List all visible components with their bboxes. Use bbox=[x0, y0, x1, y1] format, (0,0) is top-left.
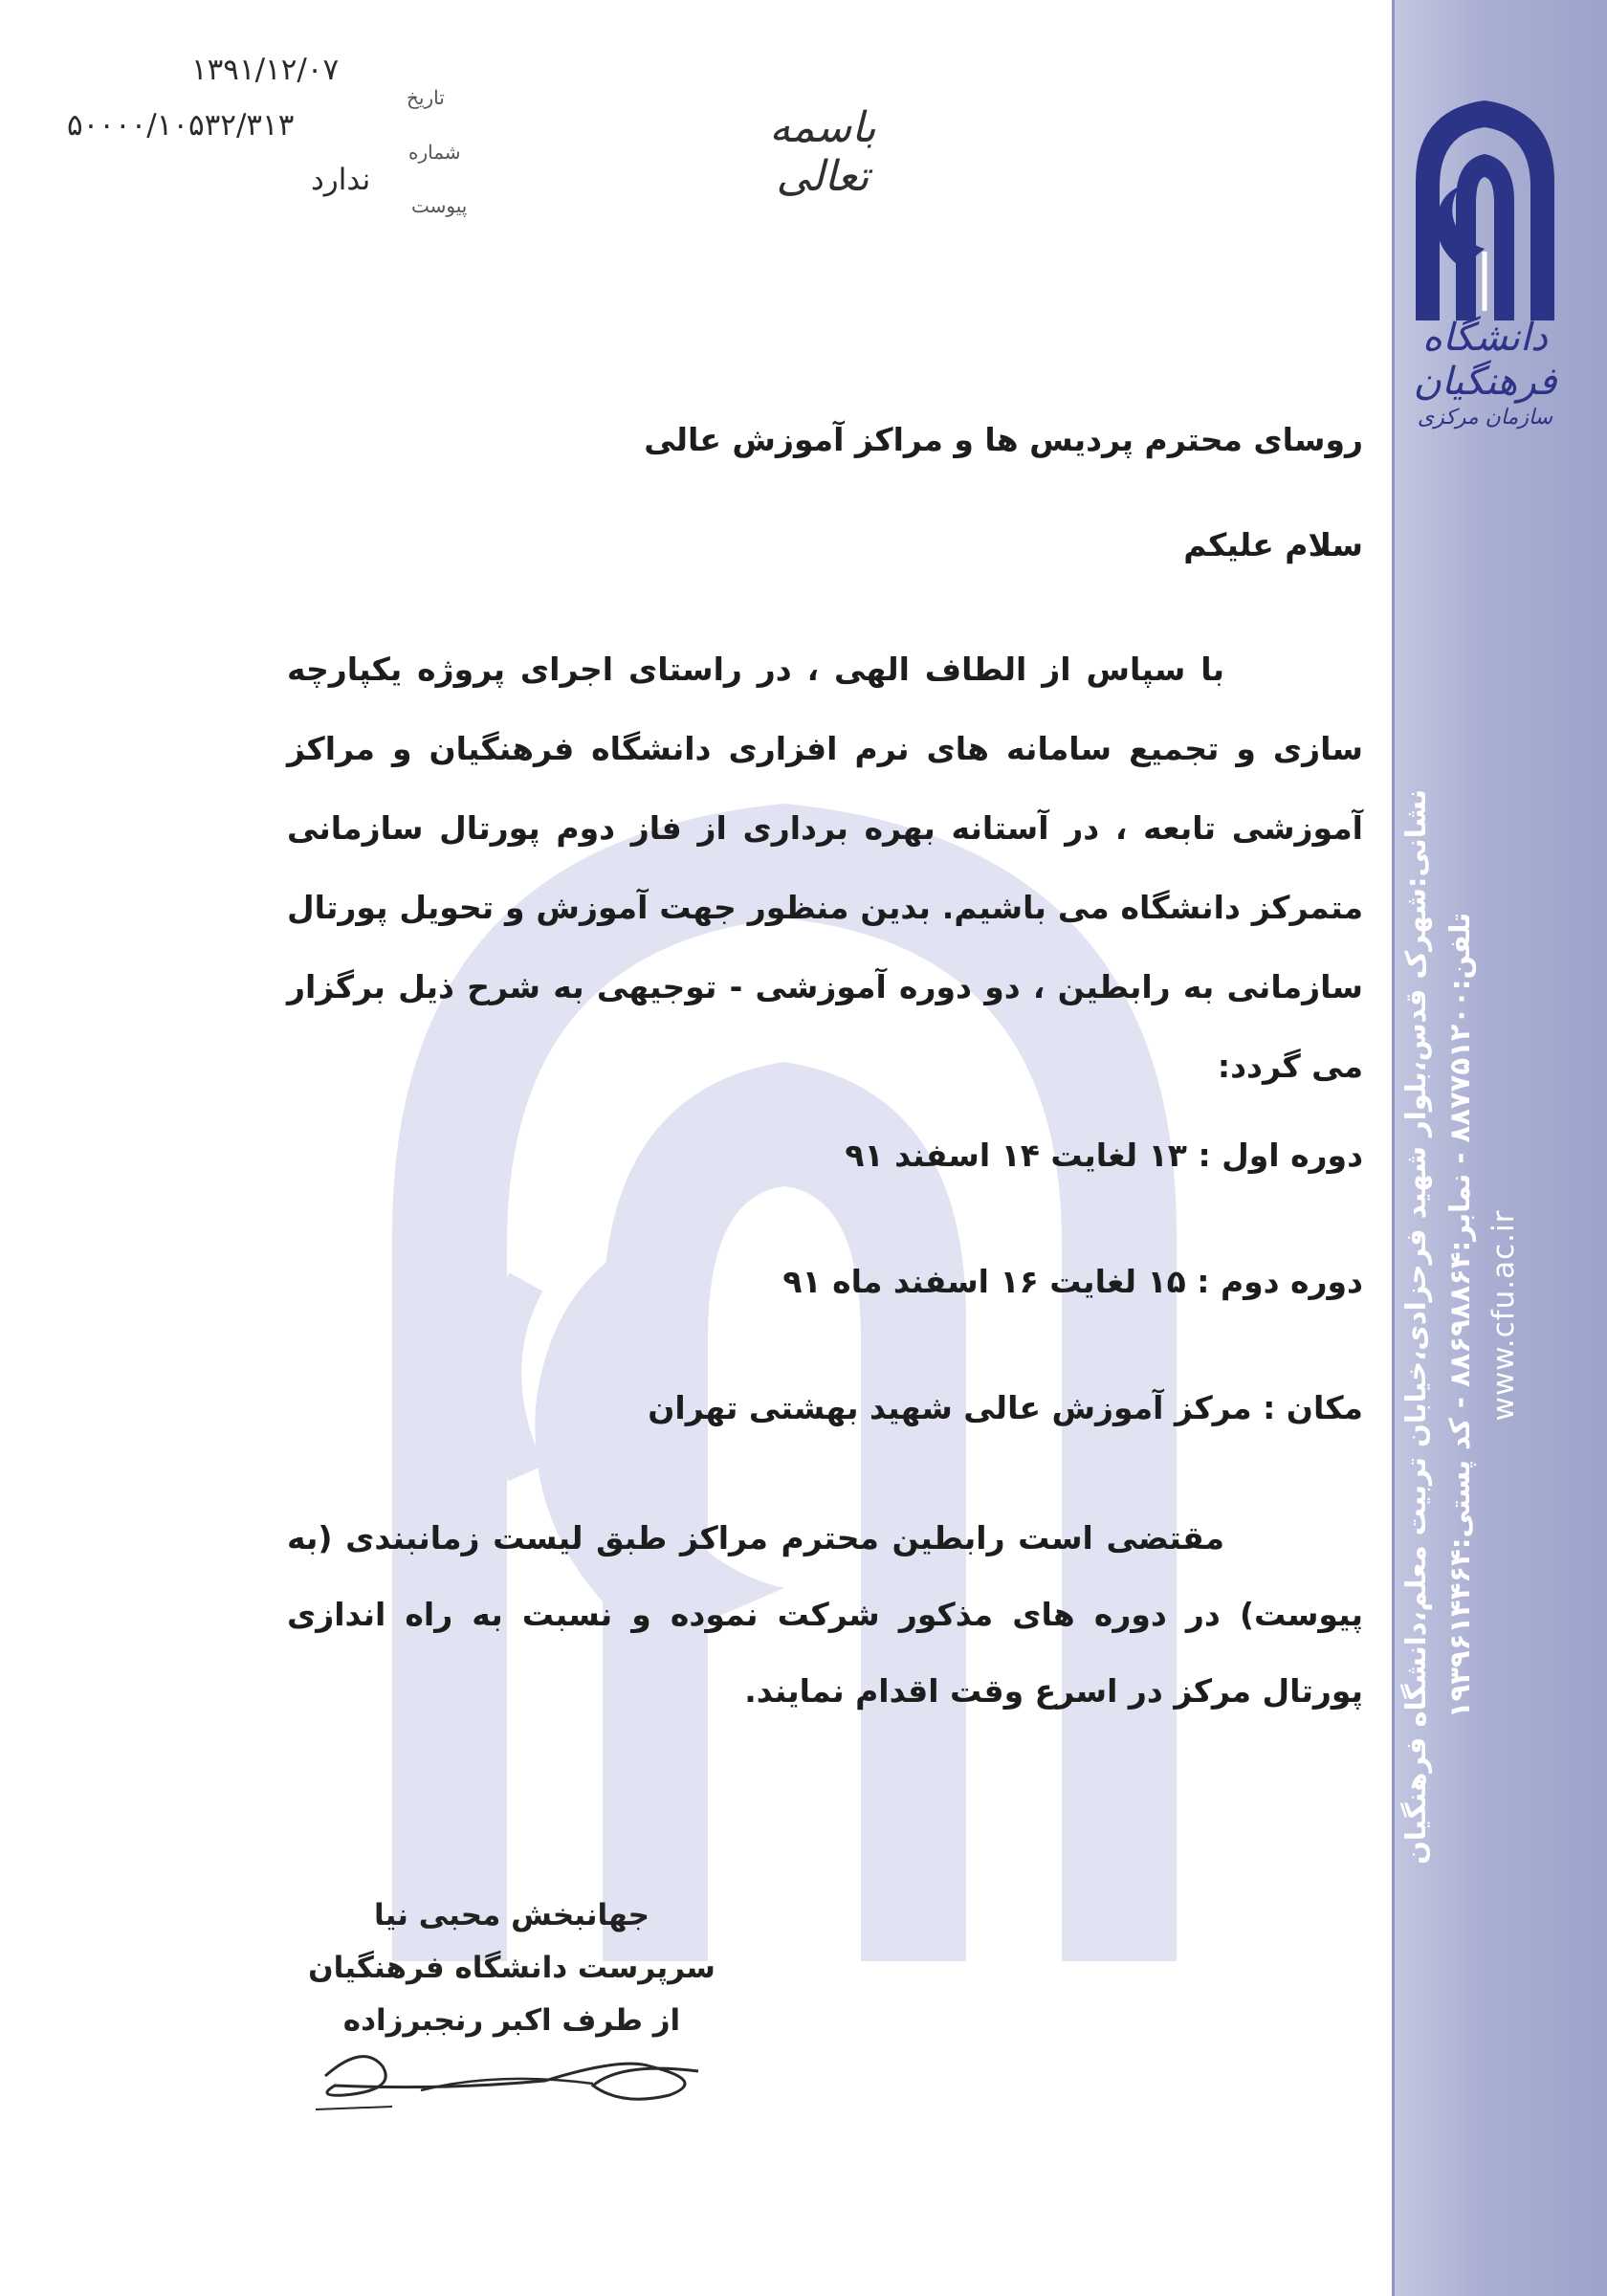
course-second: دوره دوم : ۱۵ لغایت ۱۶ اسفند ماه ۹۱ bbox=[782, 1263, 1363, 1300]
side-address: نشانی:شهرک قدس،بلوار شهید فرحزادی،خیابان تربیت معلم،دانشگاه فرهنگیان bbox=[1399, 789, 1432, 1865]
side-contact: تلفن:۸۸۷۷۵۱۲۰۰ - نمابر:۸۸۶۹۸۸۶۴ - کد پستی:۱۹۳۹۶۱۴۴۶۴ bbox=[1443, 912, 1476, 1719]
date-label: تاریخ bbox=[407, 86, 445, 109]
side-website: www.cfu.ac.ir bbox=[1486, 1209, 1521, 1422]
logo-subtitle: سازمان مرکزی bbox=[1417, 406, 1553, 430]
signature-scribble-icon bbox=[306, 2038, 737, 2114]
attachment-value: ندارد bbox=[311, 163, 371, 197]
attachment-label: پیوست bbox=[411, 194, 468, 217]
paragraph-closing-text: مقتضی است رابطین محترم مراکز طبق لیست زمانبندی (به پیوست) در دوره های مذکور شرکت نموده و نسبت به راه اندازی پورتال مرکز در اسرع وقت اقدام نمایند. bbox=[287, 1519, 1363, 1710]
course-first: دوره اول : ۱۳ لغایت ۱۴ اسفند ۹۱ bbox=[845, 1137, 1363, 1174]
basmala-heading: باسمه تعالی bbox=[769, 103, 876, 201]
addressee: روسای محترم پردیس ها و مراکز آموزش عالی bbox=[644, 421, 1363, 458]
paragraph-intro bbox=[287, 629, 1363, 1106]
date-value: ۱۳۹۱/۱۲/۰۷ bbox=[191, 53, 340, 87]
signer-on-behalf: از طرف اکبر رنجبرزاده bbox=[342, 2003, 681, 2038]
side-contact-block bbox=[1394, 789, 1604, 1865]
number-label: شماره bbox=[408, 141, 461, 164]
paragraph-intro-text: با سپاس از الطاف الهی ، در راستای اجرای پروژه یکپارچه سازی و تجمیع سامانه های نرم افزاری دانشگاه فرهنگیان و مراکز آموزشی تابعه ، در آستانه بهره برداری از فاز دوم پورتال سازمانی متمرکز دانشگاه می باشیم. بدین منظور جهت آموزش و تحویل پورتال سازمانی به رابطین ، دو دوره آموزشی - توجیهی به شرح ذیل برگزار می گردد: bbox=[287, 651, 1363, 1085]
greeting: سلام علیکم bbox=[1183, 526, 1363, 563]
signer-title: سرپرست دانشگاه فرهنگیان bbox=[308, 1951, 715, 1985]
number-value: ۵۰۰۰۰/۱۰۵۳۲/۳۱۳ bbox=[67, 108, 295, 143]
university-logo-icon bbox=[1377, 91, 1593, 320]
paragraph-closing bbox=[287, 1500, 1363, 1730]
signature-block bbox=[287, 1889, 737, 2047]
course-location: مکان : مرکز آموزش عالی شهید بهشتی تهران bbox=[648, 1389, 1363, 1426]
logo-title: دانشگاه فرهنگیان bbox=[1413, 316, 1557, 404]
letter-meta bbox=[53, 53, 468, 234]
logo-caption bbox=[1377, 316, 1593, 430]
signer-name: جهانبخش محبی نیا bbox=[374, 1898, 649, 1932]
